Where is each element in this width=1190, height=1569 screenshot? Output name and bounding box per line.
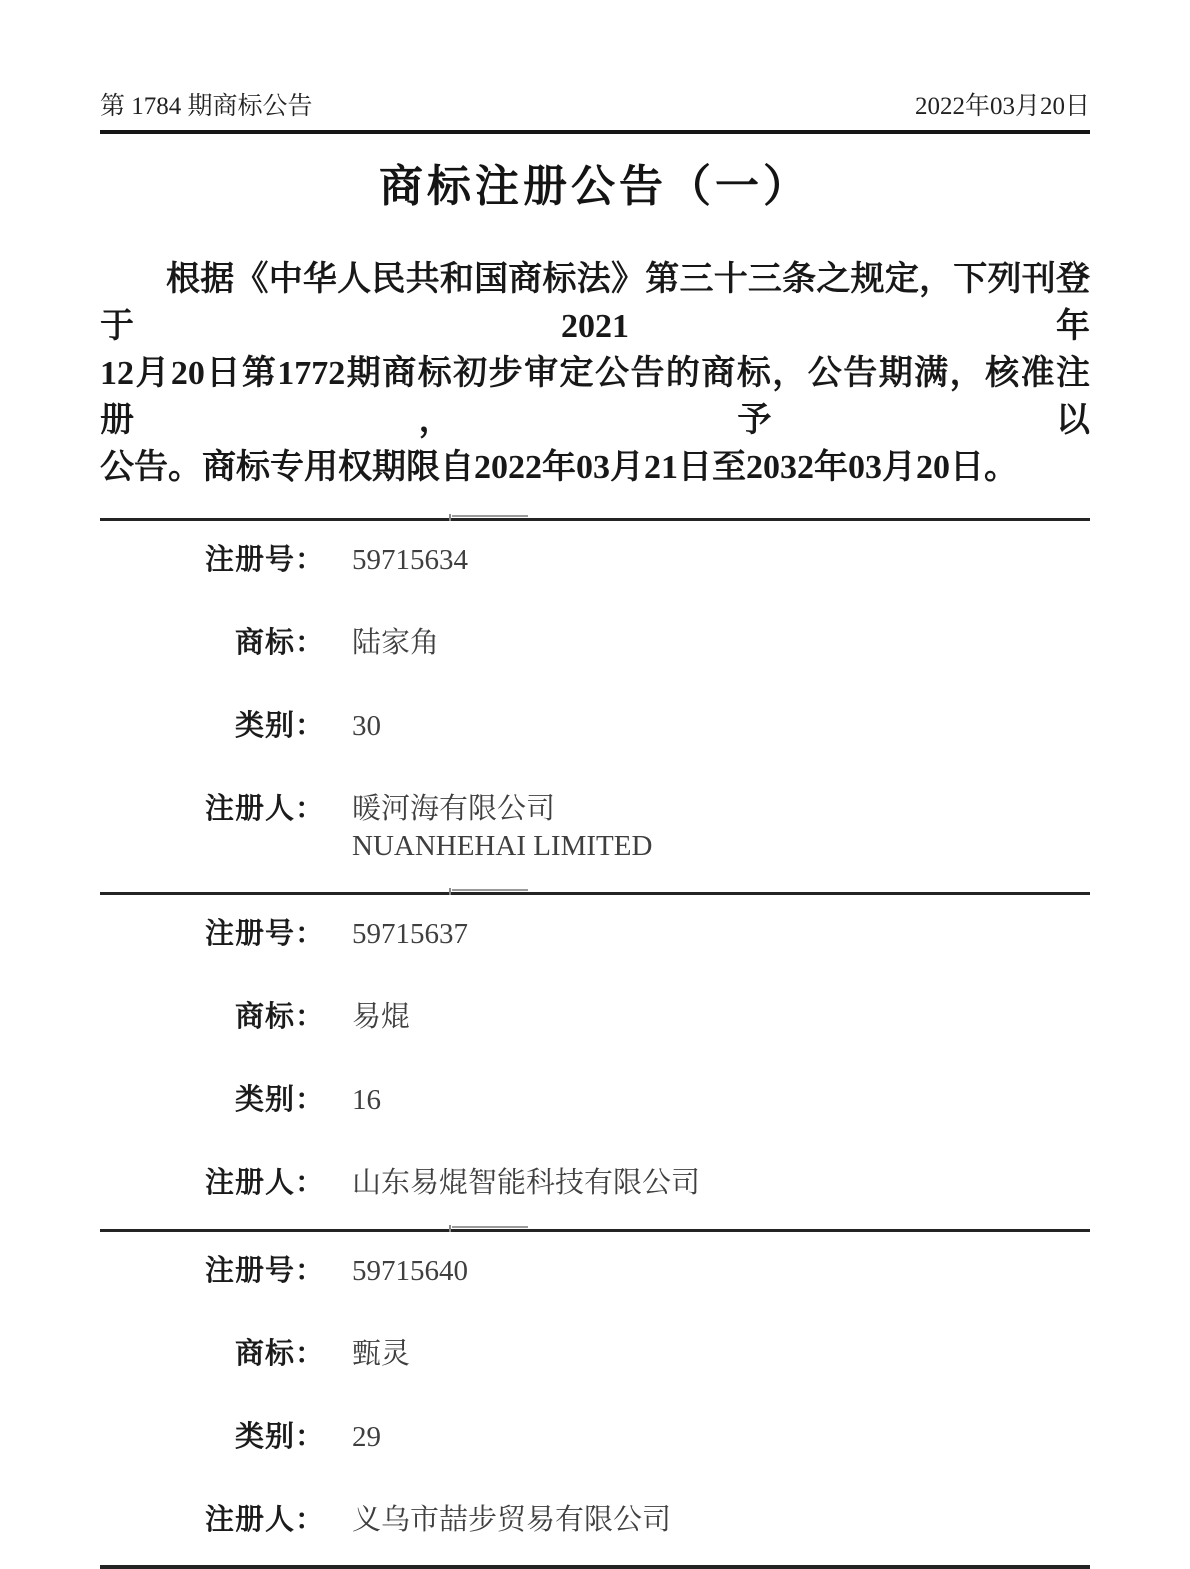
page-bottom-rule [100, 1565, 1090, 1569]
trademark-value: 甄灵 [352, 1338, 411, 1370]
registrant-value [352, 791, 652, 865]
registrant-row [100, 1165, 1090, 1202]
registrant-row [100, 1502, 1090, 1539]
section-divider [100, 518, 1090, 521]
registrant-name-en: NUANHEHAI LIMITED [352, 830, 653, 862]
reg-no-value: 59715637 [352, 918, 468, 950]
registrant-row [100, 791, 1090, 865]
registrant-label: 注册人： [204, 1504, 325, 1536]
class-value: 29 [352, 1421, 381, 1453]
class-value: 30 [352, 710, 381, 742]
registrant-label: 注册人： [204, 793, 325, 825]
intro-line: 12月20日第1772期商标初步审定公告的商标，公告期满，核准注册，予以 [100, 355, 1090, 439]
registrant-label: 注册人： [204, 1167, 325, 1199]
trademark-label: 商标： [234, 627, 325, 659]
intro-line: 公告。商标专用权期限自2022年03月21日至2032年03月20日。 [100, 449, 1018, 486]
section-divider [100, 1229, 1090, 1232]
trademark-entry [100, 521, 1090, 865]
masthead-rule [100, 130, 1090, 134]
trademark-entry [100, 1232, 1090, 1539]
intro-line: 根据《中华人民共和国商标法》第三十三条之规定，下列刊登于2021年 [100, 261, 1090, 345]
page-title: 商标注册公告（一） [379, 162, 811, 211]
date-label: 2022年03月20日 [914, 93, 1090, 120]
masthead [100, 0, 1090, 121]
reg-no-label: 注册号： [204, 918, 325, 950]
class-label: 类别： [234, 710, 325, 742]
trademark-value: 陆家角 [352, 627, 440, 659]
class-label: 类别： [234, 1421, 325, 1453]
class-value: 16 [352, 1084, 381, 1116]
issue-label: 第 1784 期商标公告 [100, 93, 313, 120]
class-row [100, 1419, 1090, 1456]
reg-no-value: 59715634 [352, 544, 468, 576]
reg-no-row [100, 542, 1090, 579]
reg-no-label: 注册号： [204, 544, 325, 576]
class-row [100, 708, 1090, 745]
registrant-name-cn: 山东易焜智能科技有限公司 [352, 1167, 701, 1199]
intro-paragraph [100, 256, 1090, 491]
trademark-label: 商标： [234, 1001, 325, 1033]
trademark-row [100, 999, 1090, 1036]
reg-no-label: 注册号： [204, 1255, 325, 1287]
reg-no-row [100, 916, 1090, 953]
trademark-value: 易焜 [352, 1001, 411, 1033]
registrant-name-cn: 义乌市喆步贸易有限公司 [352, 1504, 672, 1536]
registrant-name-cn: 暖河海有限公司 [352, 793, 556, 825]
trademark-label: 商标： [234, 1338, 325, 1370]
reg-no-value: 59715640 [352, 1255, 468, 1287]
trademark-entry [100, 895, 1090, 1202]
registrant-value [352, 1502, 671, 1539]
class-row [100, 1082, 1090, 1119]
registrant-value [352, 1165, 700, 1202]
section-divider [100, 892, 1090, 895]
class-label: 类别： [234, 1084, 325, 1116]
trademark-row [100, 625, 1090, 662]
trademark-row [100, 1336, 1090, 1373]
reg-no-row [100, 1253, 1090, 1290]
